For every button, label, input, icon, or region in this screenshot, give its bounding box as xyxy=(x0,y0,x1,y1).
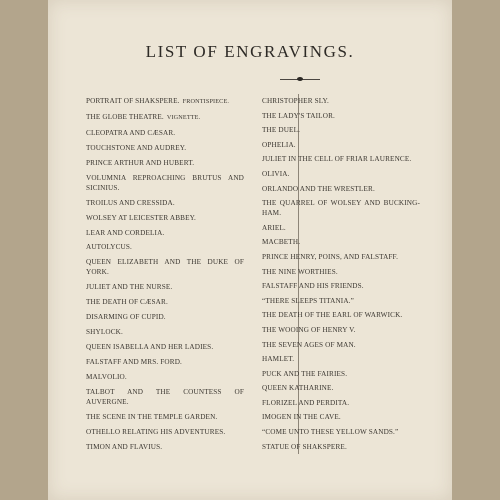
engraving-title: QUEEN ELIZABETH AND THE DUKE OF YORK. xyxy=(86,258,244,277)
engraving-entry xyxy=(262,442,420,452)
engraving-title: THE QUARREL OF WOLSEY AND BUCKING-HAM. xyxy=(262,199,420,218)
engraving-entry xyxy=(262,223,420,233)
engraving-title: PRINCE ARTHUR AND HUBERT. xyxy=(86,158,195,167)
engraving-title: QUEEN ISABELLA AND HER LADIES. xyxy=(86,343,214,352)
engraving-entry xyxy=(86,312,244,322)
engraving-title: TOUCHSTONE AND AUDREY. xyxy=(86,143,187,152)
engraving-title: LEAR AND CORDELIA. xyxy=(86,228,165,237)
engraving-entry xyxy=(86,198,244,208)
engraving-entry xyxy=(262,412,420,422)
engraving-title: TALBOT AND THE COUNTESS OF AUVERGNE. xyxy=(86,387,244,406)
engraving-title: MALVOLIO. xyxy=(86,372,127,381)
engravings-left-column xyxy=(86,96,244,452)
engraving-entry xyxy=(86,327,244,337)
engraving-title: THE WOOING OF HENRY V. xyxy=(262,325,356,334)
engraving-entry xyxy=(262,296,420,306)
engraving-title: VOLUMNIA REPROACHING BRUTUS AND SICINIUS. xyxy=(86,173,244,192)
engraving-entry xyxy=(86,143,244,153)
engraving-entry xyxy=(86,158,244,168)
engraving-entry xyxy=(86,213,244,223)
engraving-entry xyxy=(262,169,420,179)
engraving-title: PRINCE HENRY, POINS, AND FALSTAFF. xyxy=(262,252,399,261)
engraving-entry xyxy=(262,398,420,408)
engraving-entry xyxy=(262,281,420,291)
engraving-entry xyxy=(262,237,420,247)
engraving-entry xyxy=(86,387,244,407)
engraving-title: THE SEVEN AGES OF MAN. xyxy=(262,340,356,349)
engraving-entry xyxy=(86,297,244,307)
engraving-entry xyxy=(86,242,244,252)
engraving-title: PUCK AND THE FAIRIES. xyxy=(262,369,348,378)
engraving-title: THE DEATH OF CÆSAR. xyxy=(86,298,168,307)
engraving-title: THE DUEL. xyxy=(262,126,301,135)
engraving-title: FALSTAFF AND MRS. FORD. xyxy=(86,358,183,366)
engraving-entry xyxy=(262,383,420,393)
engraving-entry xyxy=(86,96,244,107)
engraving-title: CHRISTOPHER SLY. xyxy=(262,97,329,105)
engraving-title: “COME UNTO THESE YELLOW SANDS.” xyxy=(262,428,399,437)
title-ornament xyxy=(280,77,320,81)
engraving-entry xyxy=(262,310,420,320)
engraving-entry xyxy=(86,442,244,452)
engraving-entry xyxy=(262,154,420,164)
engraving-entry xyxy=(262,340,420,350)
engraving-entry xyxy=(86,112,244,123)
engraving-title: WOLSEY AT LEICESTER ABBEY. xyxy=(86,213,196,222)
engraving-title: OTHELLO RELATING HIS ADVENTURES. xyxy=(86,427,226,436)
engraving-entry xyxy=(262,325,420,335)
engraving-note: FRONTISPIECE. xyxy=(182,98,230,105)
engraving-entry xyxy=(262,252,420,262)
engraving-title: THE DEATH OF THE EARL OF WARWICK. xyxy=(262,311,403,320)
engraving-title: AUTOLYCUS. xyxy=(86,243,132,252)
engraving-entry xyxy=(262,369,420,379)
engraving-title: QUEEN KATHARINE. xyxy=(262,384,334,393)
engraving-title: THE NINE WORTHIES. xyxy=(262,267,338,276)
engraving-entry xyxy=(262,111,420,121)
engraving-entry xyxy=(86,357,244,367)
engraving-title: DISARMING OF CUPID. xyxy=(86,313,166,322)
engraving-entry xyxy=(262,184,420,194)
engraving-entry xyxy=(262,96,420,106)
engraving-entry xyxy=(262,125,420,135)
engraving-title: PORTRAIT OF SHAKSPERE. xyxy=(86,97,180,105)
engraving-entry xyxy=(86,257,244,277)
engraving-entry xyxy=(262,140,420,150)
engraving-title: THE SCENE IN THE TEMPLE GARDEN. xyxy=(86,412,218,421)
engraving-title: FALSTAFF AND HIS FRIENDS. xyxy=(262,282,364,291)
engraving-note: VIGNETTE. xyxy=(166,113,201,121)
engraving-entry xyxy=(262,354,420,364)
engraving-entry xyxy=(86,412,244,422)
engraving-entry xyxy=(86,173,244,193)
engraving-title: IMOGEN IN THE CAVE. xyxy=(262,413,341,422)
engraving-entry xyxy=(86,372,244,382)
engraving-title: CLEOPATRA AND CÆSAR. xyxy=(86,128,176,137)
engraving-title: ARIEL. xyxy=(262,223,286,232)
engraving-title: JULIET AND THE NURSE. xyxy=(86,283,173,292)
engraving-entry xyxy=(86,128,244,138)
engraving-title: OPHELIA. xyxy=(262,140,296,149)
engraving-title: OLIVIA. xyxy=(262,169,290,178)
engraving-title: HAMLET. xyxy=(262,355,295,364)
engraving-title: THE GLOBE THEATRE. xyxy=(86,112,164,121)
ornament-dot xyxy=(297,77,303,81)
engraving-entry xyxy=(262,198,420,218)
engravings-right-column xyxy=(262,96,420,452)
engraving-title: TROILUS AND CRESSIDA. xyxy=(86,198,175,207)
engraving-entry xyxy=(86,228,244,238)
engraving-title: MACBETH. xyxy=(262,238,301,247)
engraving-entry xyxy=(86,282,244,292)
engraving-entry xyxy=(86,427,244,437)
page-title: LIST OF ENGRAVINGS. xyxy=(145,42,355,61)
engraving-title: TIMON AND FLAVIUS. xyxy=(86,442,163,451)
engraving-title: JULIET IN THE CELL OF FRIAR LAURENCE. xyxy=(262,155,412,164)
engraving-entry xyxy=(86,342,244,352)
engraving-entry xyxy=(262,267,420,277)
engraving-title: FLORIZEL AND PERDITA. xyxy=(262,398,350,407)
engraving-title: ORLANDO AND THE WRESTLER. xyxy=(262,184,375,193)
engraving-title: STATUE OF SHAKSPERE. xyxy=(262,442,347,451)
engraving-title: “THERE SLEEPS TITANIA.” xyxy=(262,296,354,305)
engraving-entry xyxy=(262,427,420,437)
engraving-title: THE LADY'S TAILOR. xyxy=(262,111,335,120)
engraving-title: SHYLOCK. xyxy=(86,328,123,337)
